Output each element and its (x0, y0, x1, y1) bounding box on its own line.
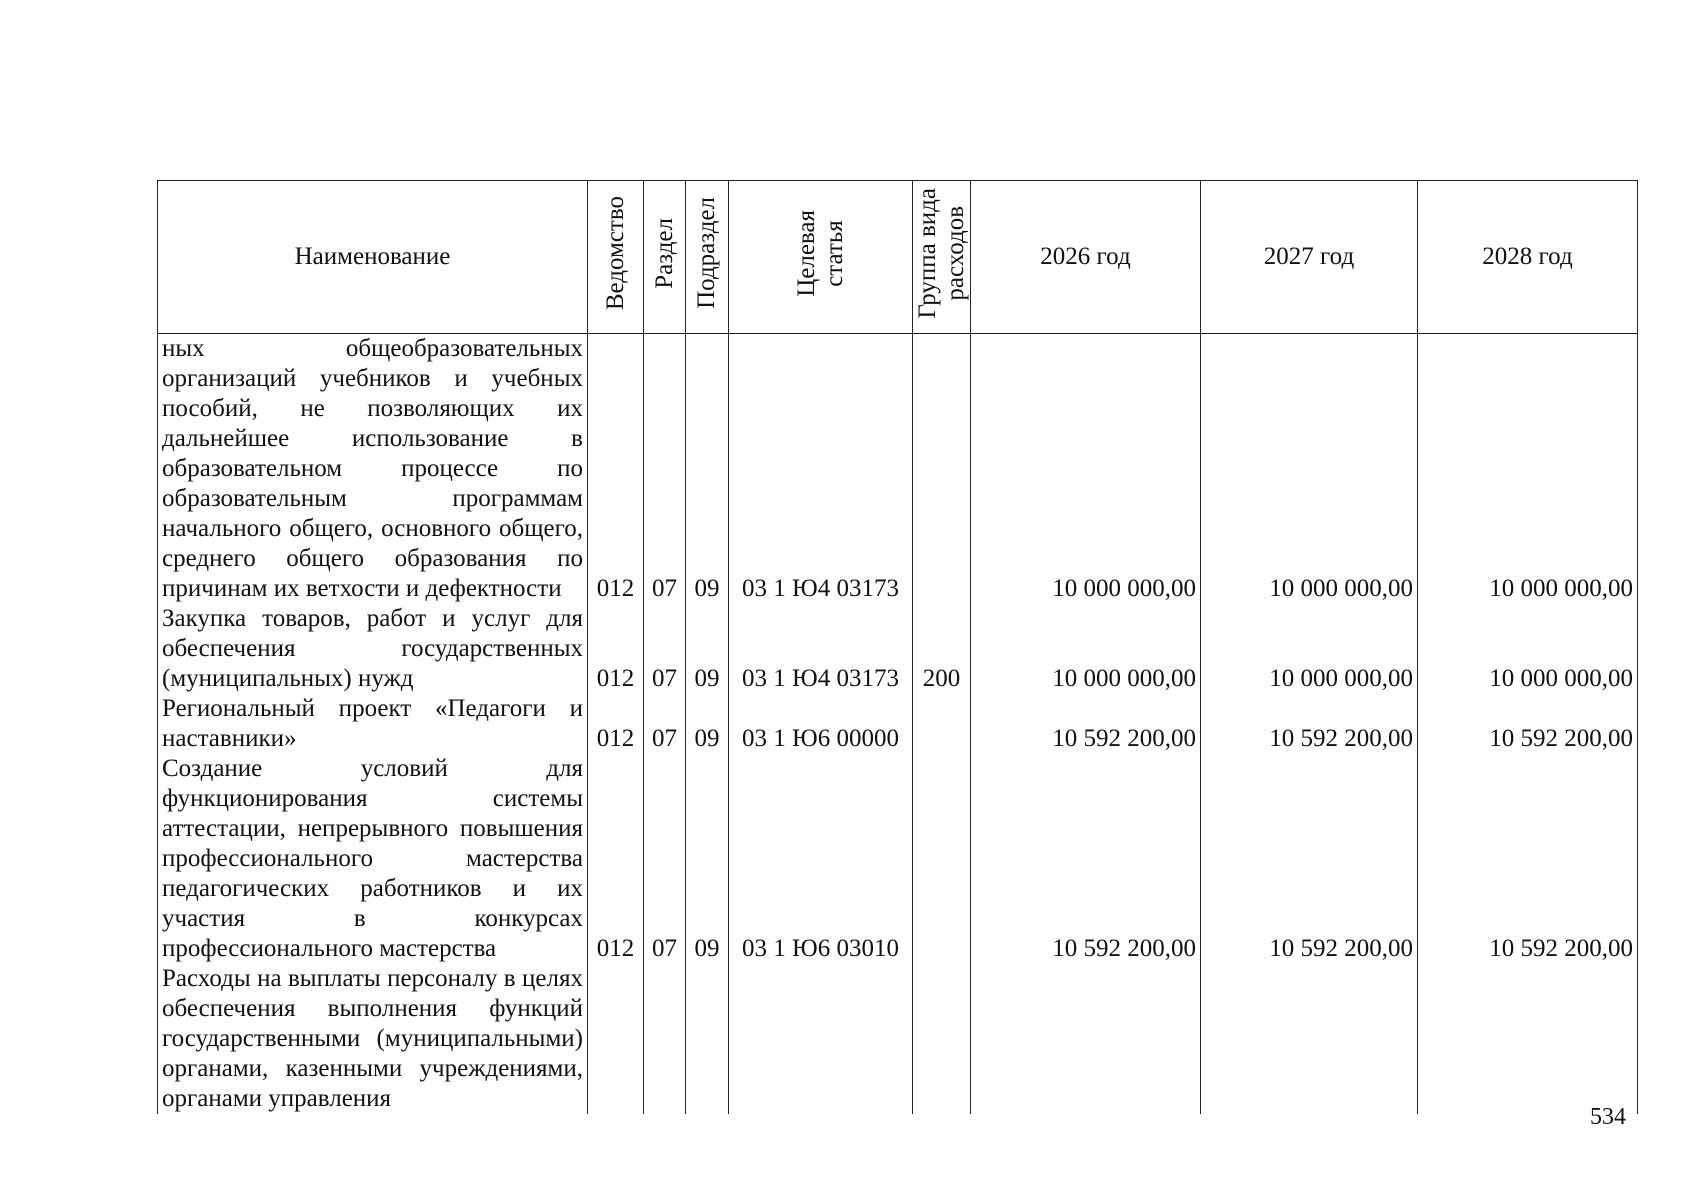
row-gruppa (913, 964, 971, 1114)
row-amount-2027 (1201, 964, 1418, 1114)
header-celevaya-statya: Целевая статья (729, 181, 913, 334)
row-vedomstvo: 012 (588, 754, 644, 964)
row-podrazdel: 09 (686, 694, 729, 754)
header-gruppa-vida-rashodov: Группа вида расходов (913, 181, 971, 334)
row-amount-2028: 10 592 200,00 (1418, 754, 1638, 964)
budget-table (157, 180, 1638, 1114)
row-amount-2026: 10 000 000,00 (971, 604, 1201, 694)
page-number: 534 (1590, 1104, 1626, 1130)
row-amount-2027: 10 000 000,00 (1201, 604, 1418, 694)
row-name: Закупка товаров, работ и услуг для обеспечения государственных (муниципальных) нужд (158, 604, 588, 694)
budget-table-wrapper (157, 180, 1637, 1112)
row-vedomstvo (588, 964, 644, 1114)
row-amount-2026: 10 592 200,00 (971, 754, 1201, 964)
row-celevaya-statya: 03 1 Ю4 03173 (729, 334, 913, 605)
row-podrazdel: 09 (686, 604, 729, 694)
row-celevaya-statya: 03 1 Ю6 03010 (729, 754, 913, 964)
row-podrazdel: 09 (686, 334, 729, 605)
row-name: Создание условий для функционирования системы аттестации, непрерывного повышения профессионального мастерства педагогических работников и их участия в конкурсах профессионального мастерства (158, 754, 588, 964)
row-amount-2027: 10 000 000,00 (1201, 334, 1418, 605)
row-amount-2028: 10 592 200,00 (1418, 694, 1638, 754)
header-vedomstvo: Ведомство (588, 181, 644, 334)
header-year-2026: 2026 год (971, 181, 1201, 334)
row-celevaya-statya: 03 1 Ю4 03173 (729, 604, 913, 694)
row-razdel: 07 (644, 604, 686, 694)
header-year-2027: 2027 год (1201, 181, 1418, 334)
table-row (158, 334, 1638, 605)
row-razdel: 07 (644, 694, 686, 754)
row-celevaya-statya (729, 964, 913, 1114)
table-row (158, 964, 1638, 1114)
row-razdel: 07 (644, 334, 686, 605)
row-podrazdel: 09 (686, 754, 729, 964)
header-podrazdel: Подраздел (686, 181, 729, 334)
row-vedomstvo: 012 (588, 604, 644, 694)
header-razdel: Раздел (644, 181, 686, 334)
row-vedomstvo: 012 (588, 694, 644, 754)
row-amount-2028: 10 000 000,00 (1418, 334, 1638, 605)
row-podrazdel (686, 964, 729, 1114)
row-name: Расходы на выплаты персоналу в целях обеспечения выполнения функций государственными (муниципальными) органами, казенными учреждениями, органами управления (158, 964, 588, 1114)
row-amount-2026: 10 000 000,00 (971, 334, 1201, 605)
row-amount-2028: 10 000 000,00 (1418, 604, 1638, 694)
row-celevaya-statya: 03 1 Ю6 00000 (729, 694, 913, 754)
row-gruppa (913, 334, 971, 605)
table-row (158, 754, 1638, 964)
row-gruppa: 200 (913, 604, 971, 694)
row-amount-2028 (1418, 964, 1638, 1114)
row-name: Региональный проект «Педагоги и наставники» (158, 694, 588, 754)
row-amount-2026: 10 592 200,00 (971, 694, 1201, 754)
row-razdel: 07 (644, 754, 686, 964)
header-year-2028: 2028 год (1418, 181, 1638, 334)
row-amount-2027: 10 592 200,00 (1201, 754, 1418, 964)
row-gruppa (913, 694, 971, 754)
table-row (158, 694, 1638, 754)
row-razdel (644, 964, 686, 1114)
table-header-row (158, 181, 1638, 334)
row-amount-2026 (971, 964, 1201, 1114)
row-vedomstvo: 012 (588, 334, 644, 605)
row-gruppa (913, 754, 971, 964)
row-amount-2027: 10 592 200,00 (1201, 694, 1418, 754)
header-name: Наименование (158, 181, 588, 334)
table-row (158, 604, 1638, 694)
row-name: ных общеобразовательных организаций учебников и учебных пособий, не позволяющих их дальнейшее использование в образовательном процессе по образовательным программам начального общего, основного общего, среднего общего образования по причинам их ветхости и дефектности (158, 334, 588, 605)
